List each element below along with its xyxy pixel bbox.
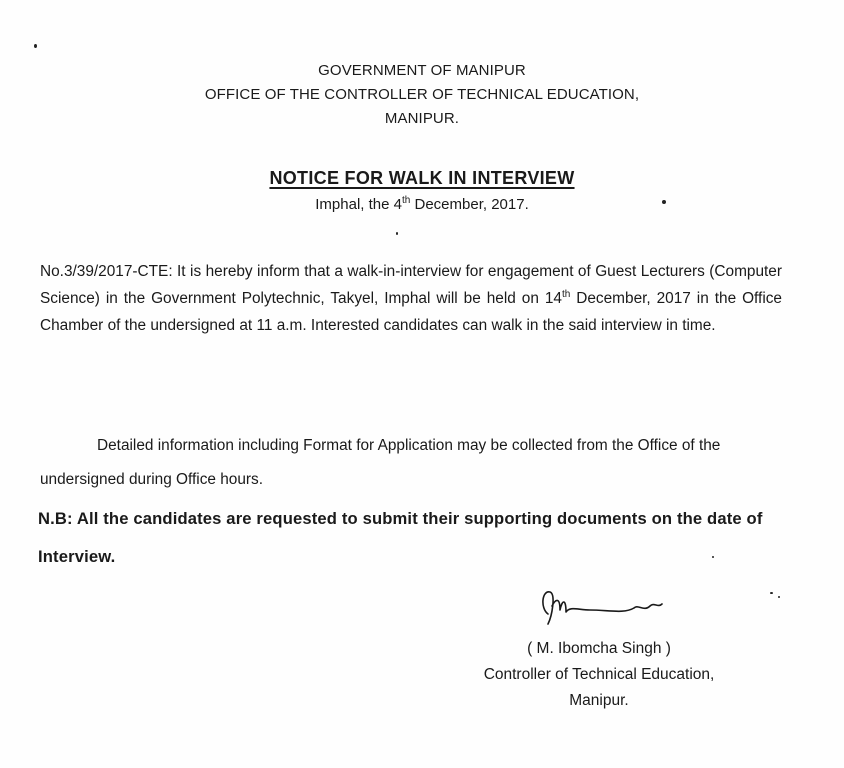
paragraph-main-part1: No.3/39/2017-CTE: It is hereby inform that a walk-in-interview for engagement of Guest Lecturers (Computer Science) in the Government Polytechnic, Takyel, Imphal will be held on 14 <box>40 263 782 307</box>
notice-paragraph-main <box>40 258 782 339</box>
notice-title: NOTICE FOR WALK IN INTERVIEW <box>269 168 575 188</box>
date-prefix: Imphal, the 4 <box>315 196 402 213</box>
notice-nb: N.B: All the candidates are requested to submit their supporting documents on the date of Interview. <box>38 509 763 566</box>
date-suffix: December, 2017. <box>410 196 529 213</box>
scan-speck <box>396 232 398 235</box>
paragraph-detail-text: Detailed information including Format for Application may be collected from the Office of the undersigned during Office hours. <box>40 437 721 488</box>
signature-icon <box>538 584 668 630</box>
paragraph-main-superscript: th <box>561 288 571 300</box>
header-government: GOVERNMENT OF MANIPUR <box>318 62 526 79</box>
scan-speck <box>712 556 714 558</box>
header-office: OFFICE OF THE CONTROLLER OF TECHNICAL EDUCATION, <box>204 86 640 103</box>
notice-dateline <box>0 196 844 213</box>
notice-title-wrap <box>0 168 844 189</box>
date-superscript: th <box>401 195 411 206</box>
signatory-name: ( M. Ibomcha Singh ) <box>527 640 671 657</box>
scan-speck <box>778 596 780 598</box>
signatory-designation: Controller of Technical Education, <box>483 666 715 683</box>
scan-speck <box>34 44 37 48</box>
paragraph-main-part2: December, 2017 in the Office Chamber of the undersigned at 11 a.m. Interested candidates can walk in the said interview in time. <box>40 290 782 334</box>
header-state: MANIPUR. <box>384 110 460 127</box>
signatory-place: Manipur. <box>569 692 629 709</box>
scan-speck <box>770 592 773 594</box>
notice-paragraph-detail <box>40 429 782 497</box>
scan-speck <box>662 200 666 204</box>
